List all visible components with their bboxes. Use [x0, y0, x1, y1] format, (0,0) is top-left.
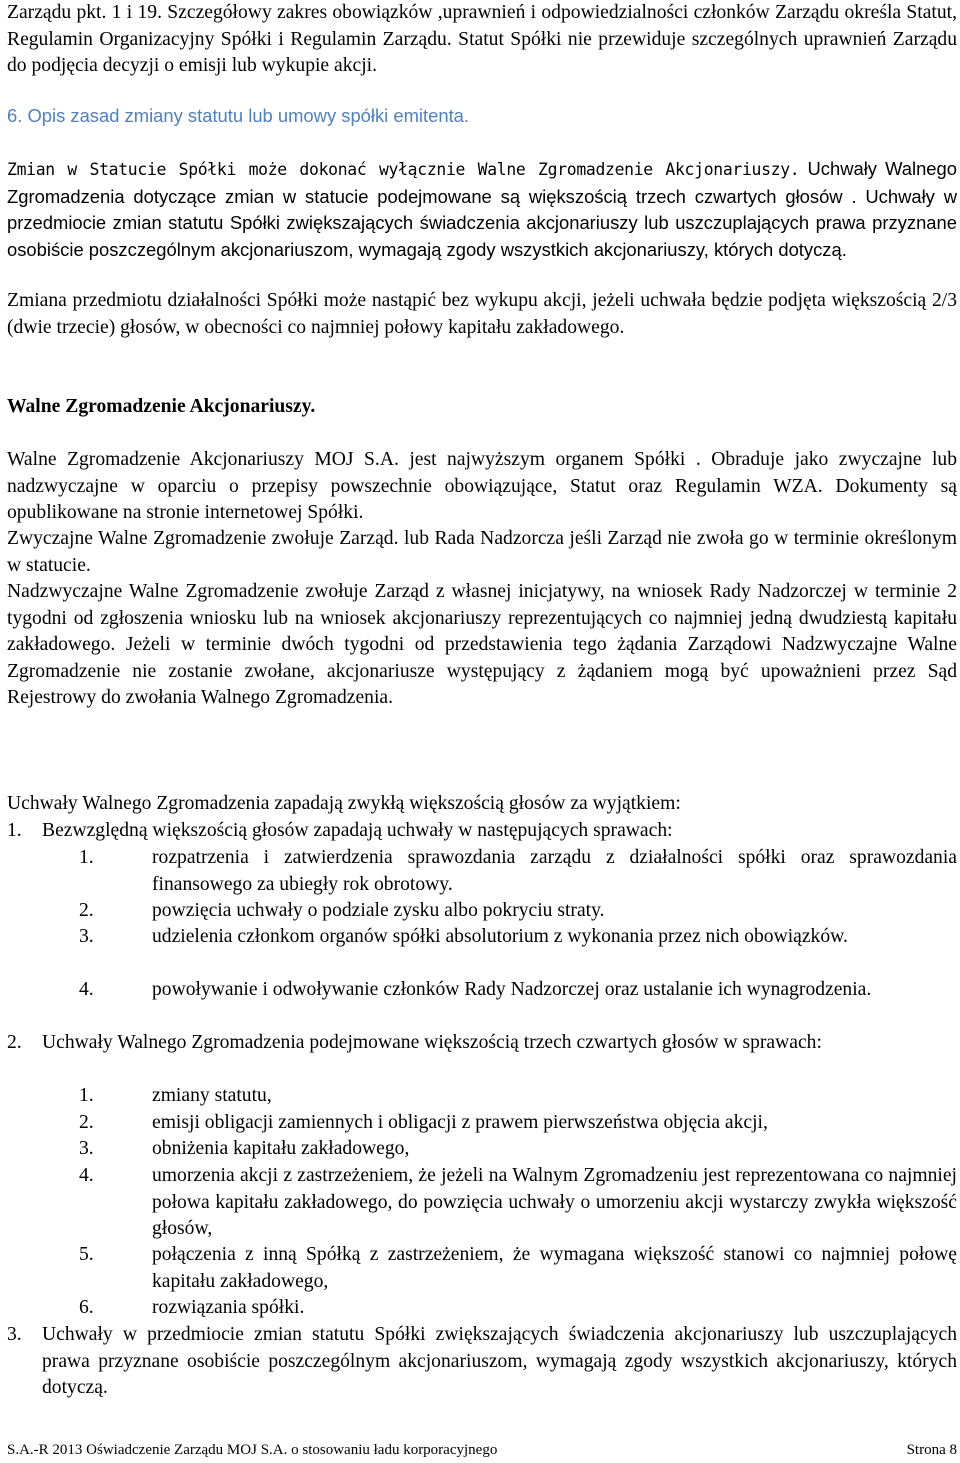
sub-list-item-number: 3.	[79, 1138, 94, 1159]
sub-list-item-number: 2.	[79, 1112, 94, 1133]
list-item-text: Uchwały w przedmiocie zmian statutu Spółki zwiększających świadczenia akcjonariuszy lub uszczuplających prawa przyznane osobiście poszczególnym akcjonariuszom, wymagają zgody wszystkich akcjonariuszy, których dotyczą.	[42, 1324, 957, 1399]
wza-heading: Walne Zgromadzenie Akcjonariuszy.	[7, 396, 316, 417]
statute-change-paragraph	[7, 156, 957, 263]
intro-paragraph: Zarządu pkt. 1 i 19. Szczegółowy zakres obowiązków ,uprawnień i odpowiedzialności członków Zarządu określa Statut, Regulamin Organizacyjny Spółki i Regulamin Zarządu. Statut Spółki nie przewiduje szczególnych uprawnień Zarządu do podjęcia decyzji o emisji lub wykupie akcji.	[7, 2, 957, 77]
page-number: Strona 8	[906, 1442, 957, 1458]
sub-list-item-number: 5.	[79, 1244, 94, 1265]
sub-list-item-number: 1.	[79, 847, 94, 868]
list-item-text: Uchwały Walnego Zgromadzenia podejmowane większością trzech czwartych głosów w sprawach:	[42, 1032, 822, 1053]
sub-list-item-text: obniżenia kapitału zakładowego,	[152, 1138, 410, 1159]
sub-list-item-number: 4.	[79, 1165, 94, 1186]
sub-list-item-number: 1.	[79, 1085, 94, 1106]
sub-list-item-text: rozwiązania spółki.	[152, 1297, 305, 1318]
sub-list-item-number: 6.	[79, 1297, 94, 1318]
statute-change-lead: Zmian w Statucie Spółki może dokonać wyłącznie Walne Zgromadzenie Akcjonariuszy.	[7, 160, 800, 179]
section-heading: 6. Opis zasad zmiany statutu lub umowy spółki emitenta.	[7, 105, 470, 126]
sub-list-item-number: 2.	[79, 900, 94, 921]
sub-list-item-text: zmiany statutu,	[152, 1085, 272, 1106]
sub-list-item-text: emisji obligacji zamiennych i obligacji z prawem pierwszeństwa objęcia akcji,	[152, 1112, 768, 1133]
resolutions-intro: Uchwały Walnego Zgromadzenia zapadają zwykłą większością głosów za wyjątkiem:	[7, 793, 681, 814]
sub-list-item-text: udzielenia członkom organów spółki absolutorium z wykonania przez nich obowiązków.	[152, 926, 848, 947]
list-item-number: 1.	[7, 820, 22, 841]
sub-list-item-text: powzięcia uchwały o podziale zysku albo pokryciu straty.	[152, 900, 605, 921]
wza-paragraph-3: Nadzwyczajne Walne Zgromadzenie zwołuje Zarząd z własnej inicjatywy, na wniosek Rady Nadzorczej w terminie 2 tygodni od zgłoszenia wniosku lub na wniosek akcjonariuszy reprezentujących co najmniej jedną dwudziestą kapitału zakładowego. Jeżeli w terminie dwóch tygodni od przedstawienia tego żądania Zarządowi Nadzwyczajne Walne Zgromadzenie nie zostanie zwołane, akcjonariusze występujący z żądaniem mogą być upoważnieni przez Sąd Rejestrowy do zwołania Walnego Zgromadzenia.	[7, 581, 957, 709]
sub-list-item-number: 3.	[79, 926, 94, 947]
sub-list-item-text: połączenia z inną Spółką z zastrzeżeniem, że wymagana większość stanowi co najmniej połowę kapitału zakładowego,	[152, 1244, 957, 1292]
list-item-text: Bezwzględną większością głosów zapadają uchwały w następujących sprawach:	[42, 820, 673, 841]
list-item-number: 2.	[7, 1032, 22, 1053]
list-item-number: 3.	[7, 1324, 22, 1345]
activity-change-paragraph: Zmiana przedmiotu działalności Spółki może nastąpić bez wykupu akcji, jeżeli uchwała będzie podjęta większością 2/3 (dwie trzecie) głosów, w obecności co najmniej połowy kapitału zakładowego.	[7, 290, 957, 338]
sub-list-item-text: umorzenia akcji z zastrzeżeniem, że jeżeli na Walnym Zgromadzeniu jest reprezentowana co najmniej połowa kapitału zakładowego, do powzięcia uchwały o umorzeniu akcji wystarczy zwykła większość głosów,	[152, 1165, 957, 1240]
footer-document-title: S.A.-R 2013 Oświadczenie Zarządu MOJ S.A. o stosowaniu ładu korporacyjnego	[7, 1442, 498, 1458]
wza-paragraph-2: Zwyczajne Walne Zgromadzenie zwołuje Zarząd. lub Rada Nadzorcza jeśli Zarząd nie zwoła go w terminie określonym w statucie.	[7, 528, 957, 576]
sub-list-item-number: 4.	[79, 979, 94, 1000]
statute-change-rest: Uchwały Walnego Zgromadzenia dotyczące zmian w statucie podejmowane są większością trzech czwartych głosów . Uchwały w przedmiocie zmian statutu Spółki zwiększających świadczenia akcjonariuszy lub uszczuplających prawa przyznane osobiście poszczególnym akcjonariuszom, wymagają zgody wszystkich akcjonariuszy, których dotyczą.	[7, 158, 957, 260]
wza-paragraph-1: Walne Zgromadzenie Akcjonariuszy MOJ S.A. jest najwyższym organem Spółki . Obraduje jako zwyczajne lub nadzwyczajne w oparciu o przepisy powszechnie obowiązujące, Statut oraz Regulamin WZA. Dokumenty są opublikowane na stronie internetowej Spółki.	[7, 449, 957, 524]
sub-list-item-text: rozpatrzenia i zatwierdzenia sprawozdania zarządu z działalności spółki oraz sprawozdania finansowego za ubiegły rok obrotowy.	[152, 847, 957, 895]
sub-list-item-text: powoływanie i odwoływanie członków Rady Nadzorczej oraz ustalanie ich wynagrodzenia.	[152, 979, 872, 1000]
